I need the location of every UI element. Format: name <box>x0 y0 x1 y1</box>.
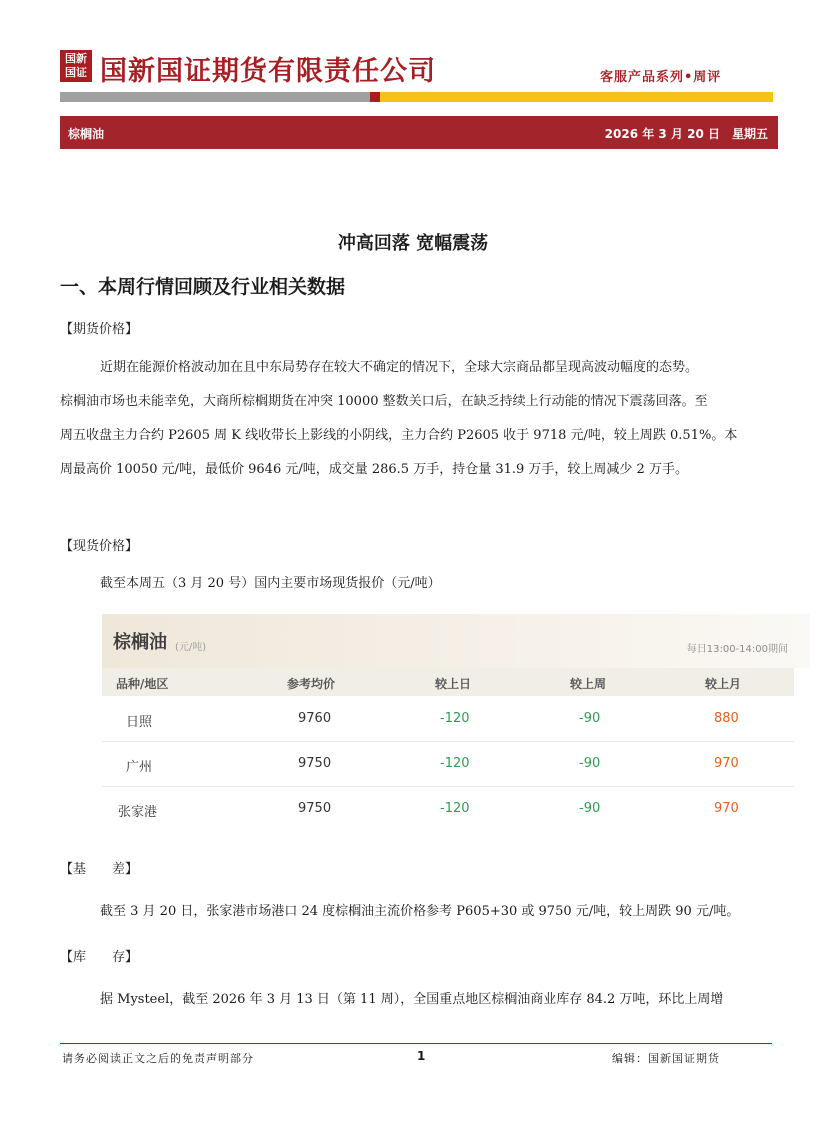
cell-price: 9750 <box>298 756 332 771</box>
col-day: 较上日 <box>435 677 472 691</box>
table-row <box>102 788 794 832</box>
spot-tag: 【现货价格】 <box>60 539 139 554</box>
report-band <box>60 116 778 149</box>
basis-tag: 【基 差】 <box>60 862 139 877</box>
section-heading: 一、本周行情回顾及行业相关数据 <box>60 276 346 298</box>
cell-week: -90 <box>579 801 601 816</box>
spot-intro: 截至本周五（3 月 20 号）国内主要市场现货报价（元/吨） <box>100 576 441 591</box>
footer-disclaimer: 请务必阅读正文之后的免责声明部分 <box>62 1052 254 1065</box>
table-header-band <box>102 614 810 668</box>
product-series: 客服产品系列•周评 <box>600 70 722 85</box>
col-region: 品种/地区 <box>116 677 169 691</box>
cell-month: 970 <box>714 801 739 816</box>
table-unit: (元/吨) <box>175 642 207 653</box>
inventory-paragraph: 据 Mysteel，截至 2026 年 3 月 13 日（第 11 周），全国重点地区棕榈油商业库存 84.2 万吨，环比上周增 <box>100 992 724 1007</box>
futures-tag: 【期货价格】 <box>60 322 139 337</box>
company-logo <box>60 50 92 82</box>
report-title: 冲高回落 宽幅震荡 <box>337 233 489 254</box>
table-column-headers <box>102 668 794 696</box>
futures-line-4: 周最高价 10050 元/吨，最低价 9646 元/吨，成交量 286.5 万手，持仓量 31.9 万手，较上周减少 2 万手。 <box>60 462 688 477</box>
futures-line-3: 周五收盘主力合约 P2605 周 K 线收带长上影线的小阴线，主力合约 P2605 收于 9718 元/吨，较上周跌 0.51%。本 <box>60 428 738 443</box>
inventory-tag: 【库 存】 <box>60 950 139 965</box>
cell-month: 970 <box>714 756 739 771</box>
col-price: 参考均价 <box>287 677 336 691</box>
header-divider-yellow <box>380 92 773 102</box>
cell-day: -120 <box>440 756 470 771</box>
futures-line-2: 棕榈油市场也未能幸免，大商所棕榈期货在冲突 10000 整数关口后，在缺乏持续上行动能的情况下震荡回落。至 <box>60 394 708 409</box>
table-title: 棕榈油 <box>113 632 167 653</box>
cell-day: -120 <box>440 801 470 816</box>
header-divider-red <box>370 92 380 102</box>
futures-paragraph <box>60 351 772 487</box>
report-date: 2026 年 3 月 20 日 星期五 <box>604 127 768 141</box>
page-number: 1 <box>417 1049 426 1063</box>
footer-editor: 编辑：国新国证期货 <box>612 1052 720 1065</box>
cell-region: 广州 <box>126 760 153 775</box>
cell-week: -90 <box>579 756 601 771</box>
cell-week: -90 <box>579 711 601 726</box>
header-divider-gray <box>60 92 370 102</box>
cell-region: 张家港 <box>118 805 158 820</box>
footer-divider <box>60 1043 772 1044</box>
company-name: 国新国证期货有限责任公司 <box>100 56 436 87</box>
logo-text: 国新 国证 <box>65 52 87 79</box>
basis-paragraph: 截至 3 月 20 日，张家港市场港口 24 度棕榈油主流价格参考 P605+30 或 9750 元/吨，较上周跌 90 元/吨。 <box>100 904 740 919</box>
futures-line-1: 近期在能源价格波动加在且中东局势存在较大不确定的情况下，全球大宗商品都呈现高波动幅度的态势。 <box>100 360 699 375</box>
cell-day: -120 <box>440 711 470 726</box>
spot-price-table <box>102 614 810 838</box>
product-name: 棕榈油 <box>68 127 105 141</box>
col-week: 较上周 <box>570 677 607 691</box>
table-time: 每日13:00-14:00期间 <box>686 644 788 655</box>
cell-price: 9760 <box>298 711 332 726</box>
cell-month: 880 <box>714 711 739 726</box>
cell-region: 日照 <box>126 715 153 730</box>
table-row <box>102 743 794 787</box>
table-row <box>102 698 794 742</box>
col-month: 较上月 <box>705 677 742 691</box>
cell-price: 9750 <box>298 801 332 816</box>
